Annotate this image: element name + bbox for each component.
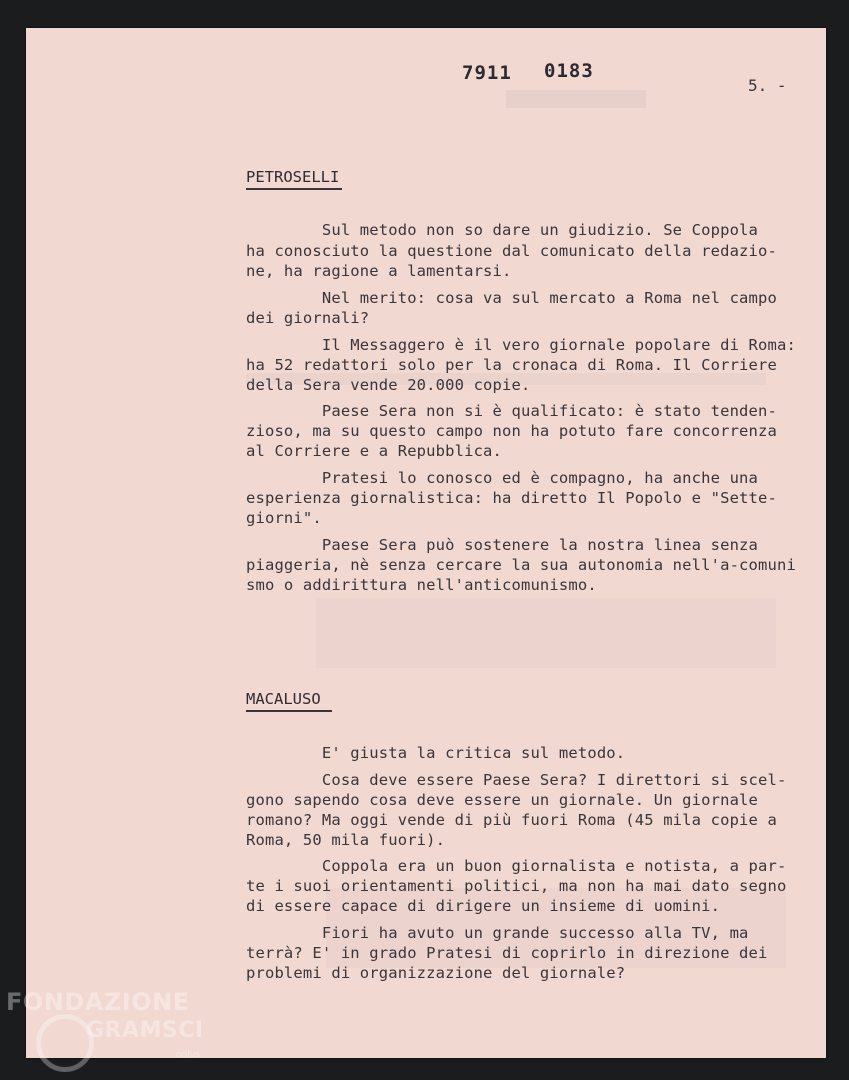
text-line: Roma, 50 mila fuori). [246,831,446,849]
document-page [26,28,826,1058]
text-line: piaggeria, nè senza cercare la sua autonomia nell'a-comuni [246,556,796,574]
section-heading: MACALUSO [246,690,321,708]
text-line: Paese Sera può sostenere la nostra linea senza [246,536,759,554]
text-line: di essere capace di dirigere un insieme di uomini. [246,897,721,915]
text-line: al Corriere e a Repubblica. [246,442,503,460]
text-line: giorni". [246,509,322,527]
watermark-line3: onlus [176,1050,201,1060]
text-line: gono sapendo cosa deve essere un giornale. Un giornale [246,791,759,809]
text-line: problemi di organizzazione del giornale? [246,964,626,982]
text-line: terrà? E' in grado Pratesi di coprirlo in direzione dei [246,944,768,962]
heading-underline [246,710,332,712]
text-line: Pratesi lo conosco ed è compagno, ha anche una [246,469,759,487]
watermark-line2: GRAMSCI [86,1018,204,1043]
text-line: Paese Sera non si è qualificato: è stato tenden- [246,402,777,420]
watermark-line1: FONDAZIONE [6,988,190,1016]
text-line: E' giusta la critica sul metodo. [246,744,626,762]
section-heading: PETROSELLI [246,168,340,186]
text-line: Il Messaggero è il vero giornale popolare di Roma: [246,336,796,354]
text-line: esperienza giornalistica: ha diretto Il Popolo e "Sette- [246,489,777,507]
text-line: Sul metodo non so dare un giudizio. Se Coppola [246,221,759,239]
text-line: smo o addirittura nell'anticomunismo. [246,576,597,594]
archive-stamp-right: 0183 [544,60,594,82]
text-line: della Sera vende 20.000 copie. [246,376,531,394]
text-line: Fiori ha avuto un grande successo alla TV, ma [246,924,749,942]
text-line: ha conosciuto la questione dal comunicato della redazio- [246,242,777,260]
page-number: 5. - [748,76,787,95]
text-line: romano? Ma oggi vende di più fuori Roma (45 mila copie a [246,811,777,829]
text-line: zioso, ma su questo campo non ha potuto fare concorrenza [246,422,777,440]
heading-underline [246,188,342,190]
text-line: Nel merito: cosa va sul mercato a Roma nel campo [246,289,777,307]
text-line: te i suoi orientamenti politici, ma non ha mai dato segno [246,877,787,895]
text-line: Coppola era un buon giornalista e notista, a par- [246,857,787,875]
text-line: ne, ha ragione a lamentarsi. [246,262,512,280]
text-line: ha 52 redattori solo per la cronaca di Roma. Il Corriere [246,356,777,374]
archive-stamp-left: 7911 [462,62,512,84]
text-line: Cosa deve essere Paese Sera? I direttori si scel- [246,771,787,789]
text-line: dei giornali? [246,309,370,327]
